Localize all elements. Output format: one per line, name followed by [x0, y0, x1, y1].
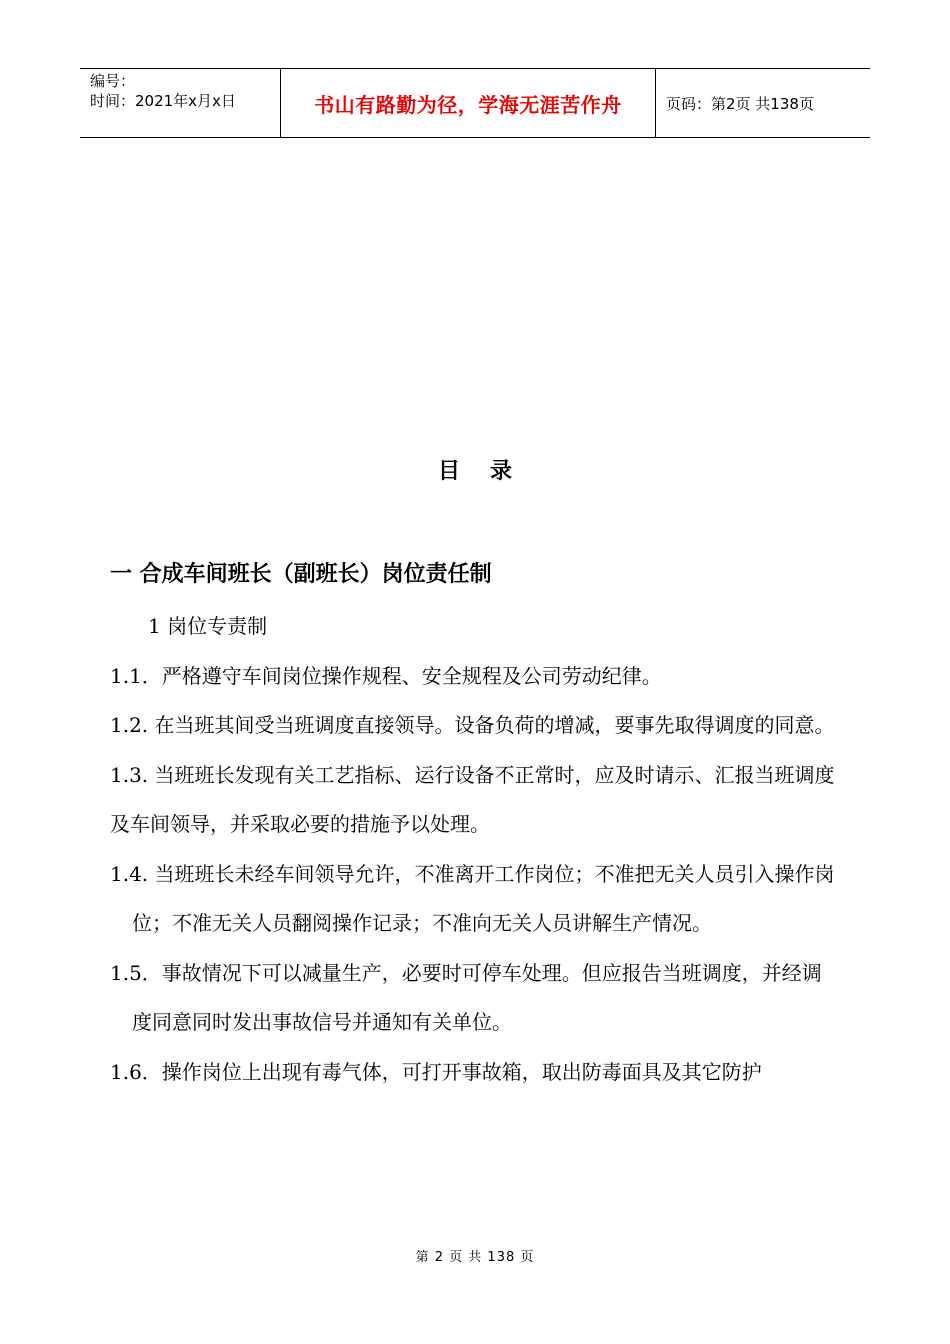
section-content: [110, 602, 840, 1097]
section-heading: 一 合成车间班长（副班长）岗位责任制: [110, 562, 492, 587]
page-footer: 第 2 页 共 138 页: [415, 1250, 535, 1265]
list-item: 1.2. 在当班其间受当班调度直接领导。设备负荷的增减，要事先取得调度的同意。: [110, 713, 835, 737]
toc-title: 目录: [437, 459, 542, 484]
section-subheading: 1 岗位专责制: [148, 614, 268, 638]
header-motto: 书山有路勤为径，学海无涯苦作舟: [280, 69, 656, 137]
time-label: 时间：2021年x月x日: [90, 92, 236, 110]
header-page-info: 页码：第2页 共138页: [666, 94, 814, 113]
list-item: 1.5．事故情况下可以减量生产，必要时可停车处理。但应报告当班调度，并经调度同意同时发出事故信号并通知有关单位。: [110, 960, 822, 1034]
list-item: 1.3. 当班班长发现有关工艺指标、运行设备不正常时，应及时请示、汇报当班调度及车间领导，并采取必要的措施予以处理。: [110, 762, 835, 836]
list-item: 1.4. 当班班长未经车间领导允许，不准离开工作岗位；不准把无关人员引入操作岗位；不准无关人员翻阅操作记录；不准向无关人员讲解生产情况。: [110, 861, 835, 935]
number-label: 编号：: [90, 72, 136, 90]
header-meta: [80, 69, 280, 137]
list-item: 1.1．严格遵守车间岗位操作规程、安全规程及公司劳动纪律。: [110, 663, 662, 688]
document-header: [80, 68, 870, 138]
list-item: 1.6．操作岗位上出现有毒气体，可打开事故箱，取出防毒面具及其它防护: [110, 1059, 762, 1084]
